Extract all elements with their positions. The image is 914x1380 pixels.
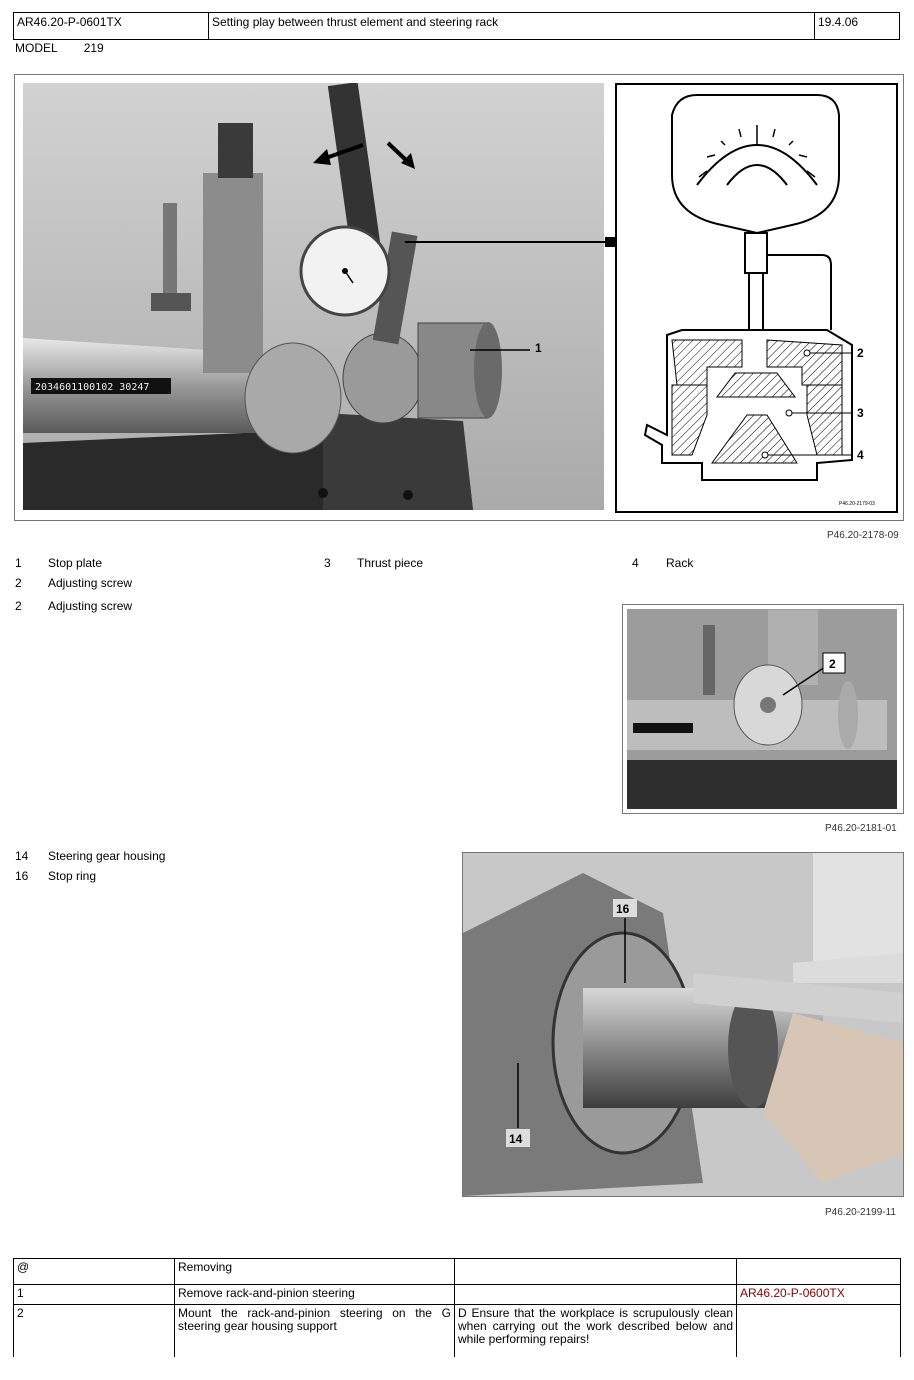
step-number: 2	[14, 1305, 175, 1357]
section-title: Removing	[175, 1259, 455, 1285]
procedure-table	[13, 1258, 901, 1357]
doc-date: 19.4.06	[815, 13, 900, 40]
figure2-caption: P46.20-2181-01	[825, 823, 897, 834]
diagram-code: P46.20-2179-03	[839, 501, 875, 507]
photo-adjusting-screw	[623, 605, 903, 813]
section-symbol: @	[14, 1259, 175, 1285]
step-ref	[737, 1305, 901, 1357]
doc-title: Setting play between thrust element and steering rack	[209, 13, 815, 40]
rack-serial-label: 2034601100102 30247	[35, 382, 150, 393]
callout-1-leader	[470, 340, 560, 360]
callout-2: 2	[829, 657, 836, 671]
legend-num: 4	[632, 556, 639, 570]
callout-1: 1	[535, 341, 542, 355]
legend-text: Stop ring	[48, 869, 97, 883]
figure1-caption: P46.20-2178-09	[827, 530, 899, 541]
step-text: Mount the rack-and-pinion steering on the G steering gear housing support	[175, 1305, 455, 1357]
cross-section-drawing	[617, 85, 896, 511]
callout-14: 14	[509, 1132, 523, 1146]
document-header	[13, 12, 900, 40]
legend-text: Adjusting screw	[48, 576, 133, 590]
callout-3: 3	[857, 406, 864, 420]
figure-dial-gauge	[14, 74, 904, 521]
callout-4: 4	[857, 448, 864, 462]
step-note: D Ensure that the workplace is scrupulously clean when carrying out the work described below and while performing repairs!	[455, 1305, 737, 1357]
legend-text: Rack	[666, 556, 694, 570]
photo-illustration	[23, 83, 604, 510]
step-text: Remove rack-and-pinion steering	[175, 1285, 455, 1305]
legend-num: 2	[15, 576, 22, 590]
legend-text: Steering gear housing	[48, 849, 166, 863]
legend-text: Adjusting screw	[48, 599, 133, 613]
legend-text: Thrust piece	[357, 556, 424, 570]
figure-adjusting-screw	[622, 604, 904, 814]
callout-leader-line	[405, 235, 620, 247]
legend-num: 2	[15, 599, 22, 613]
legend-num: 1	[15, 556, 22, 570]
step-ref-link[interactable]: AR46.20-P-0600TX	[737, 1285, 901, 1305]
legend-num: 14	[15, 849, 29, 863]
model-value: 219	[83, 41, 104, 55]
photo-stop-ring	[463, 853, 903, 1196]
cross-section-diagram	[615, 83, 898, 513]
legend-num: 3	[324, 556, 331, 570]
figure-stop-ring	[462, 852, 904, 1197]
figure3-caption: P46.20-2199-11	[825, 1207, 896, 1218]
model-label: MODEL	[15, 41, 58, 55]
legend-num: 16	[15, 869, 29, 883]
callout-16: 16	[616, 902, 630, 916]
model-line	[15, 41, 130, 55]
step-note	[455, 1285, 737, 1305]
doc-id: AR46.20-P-0601TX	[14, 13, 209, 40]
step-number: 1	[14, 1285, 175, 1305]
callout-2: 2	[857, 346, 864, 360]
legend-text: Stop plate	[48, 556, 103, 570]
photo-steering-rack-gauge	[23, 83, 604, 510]
